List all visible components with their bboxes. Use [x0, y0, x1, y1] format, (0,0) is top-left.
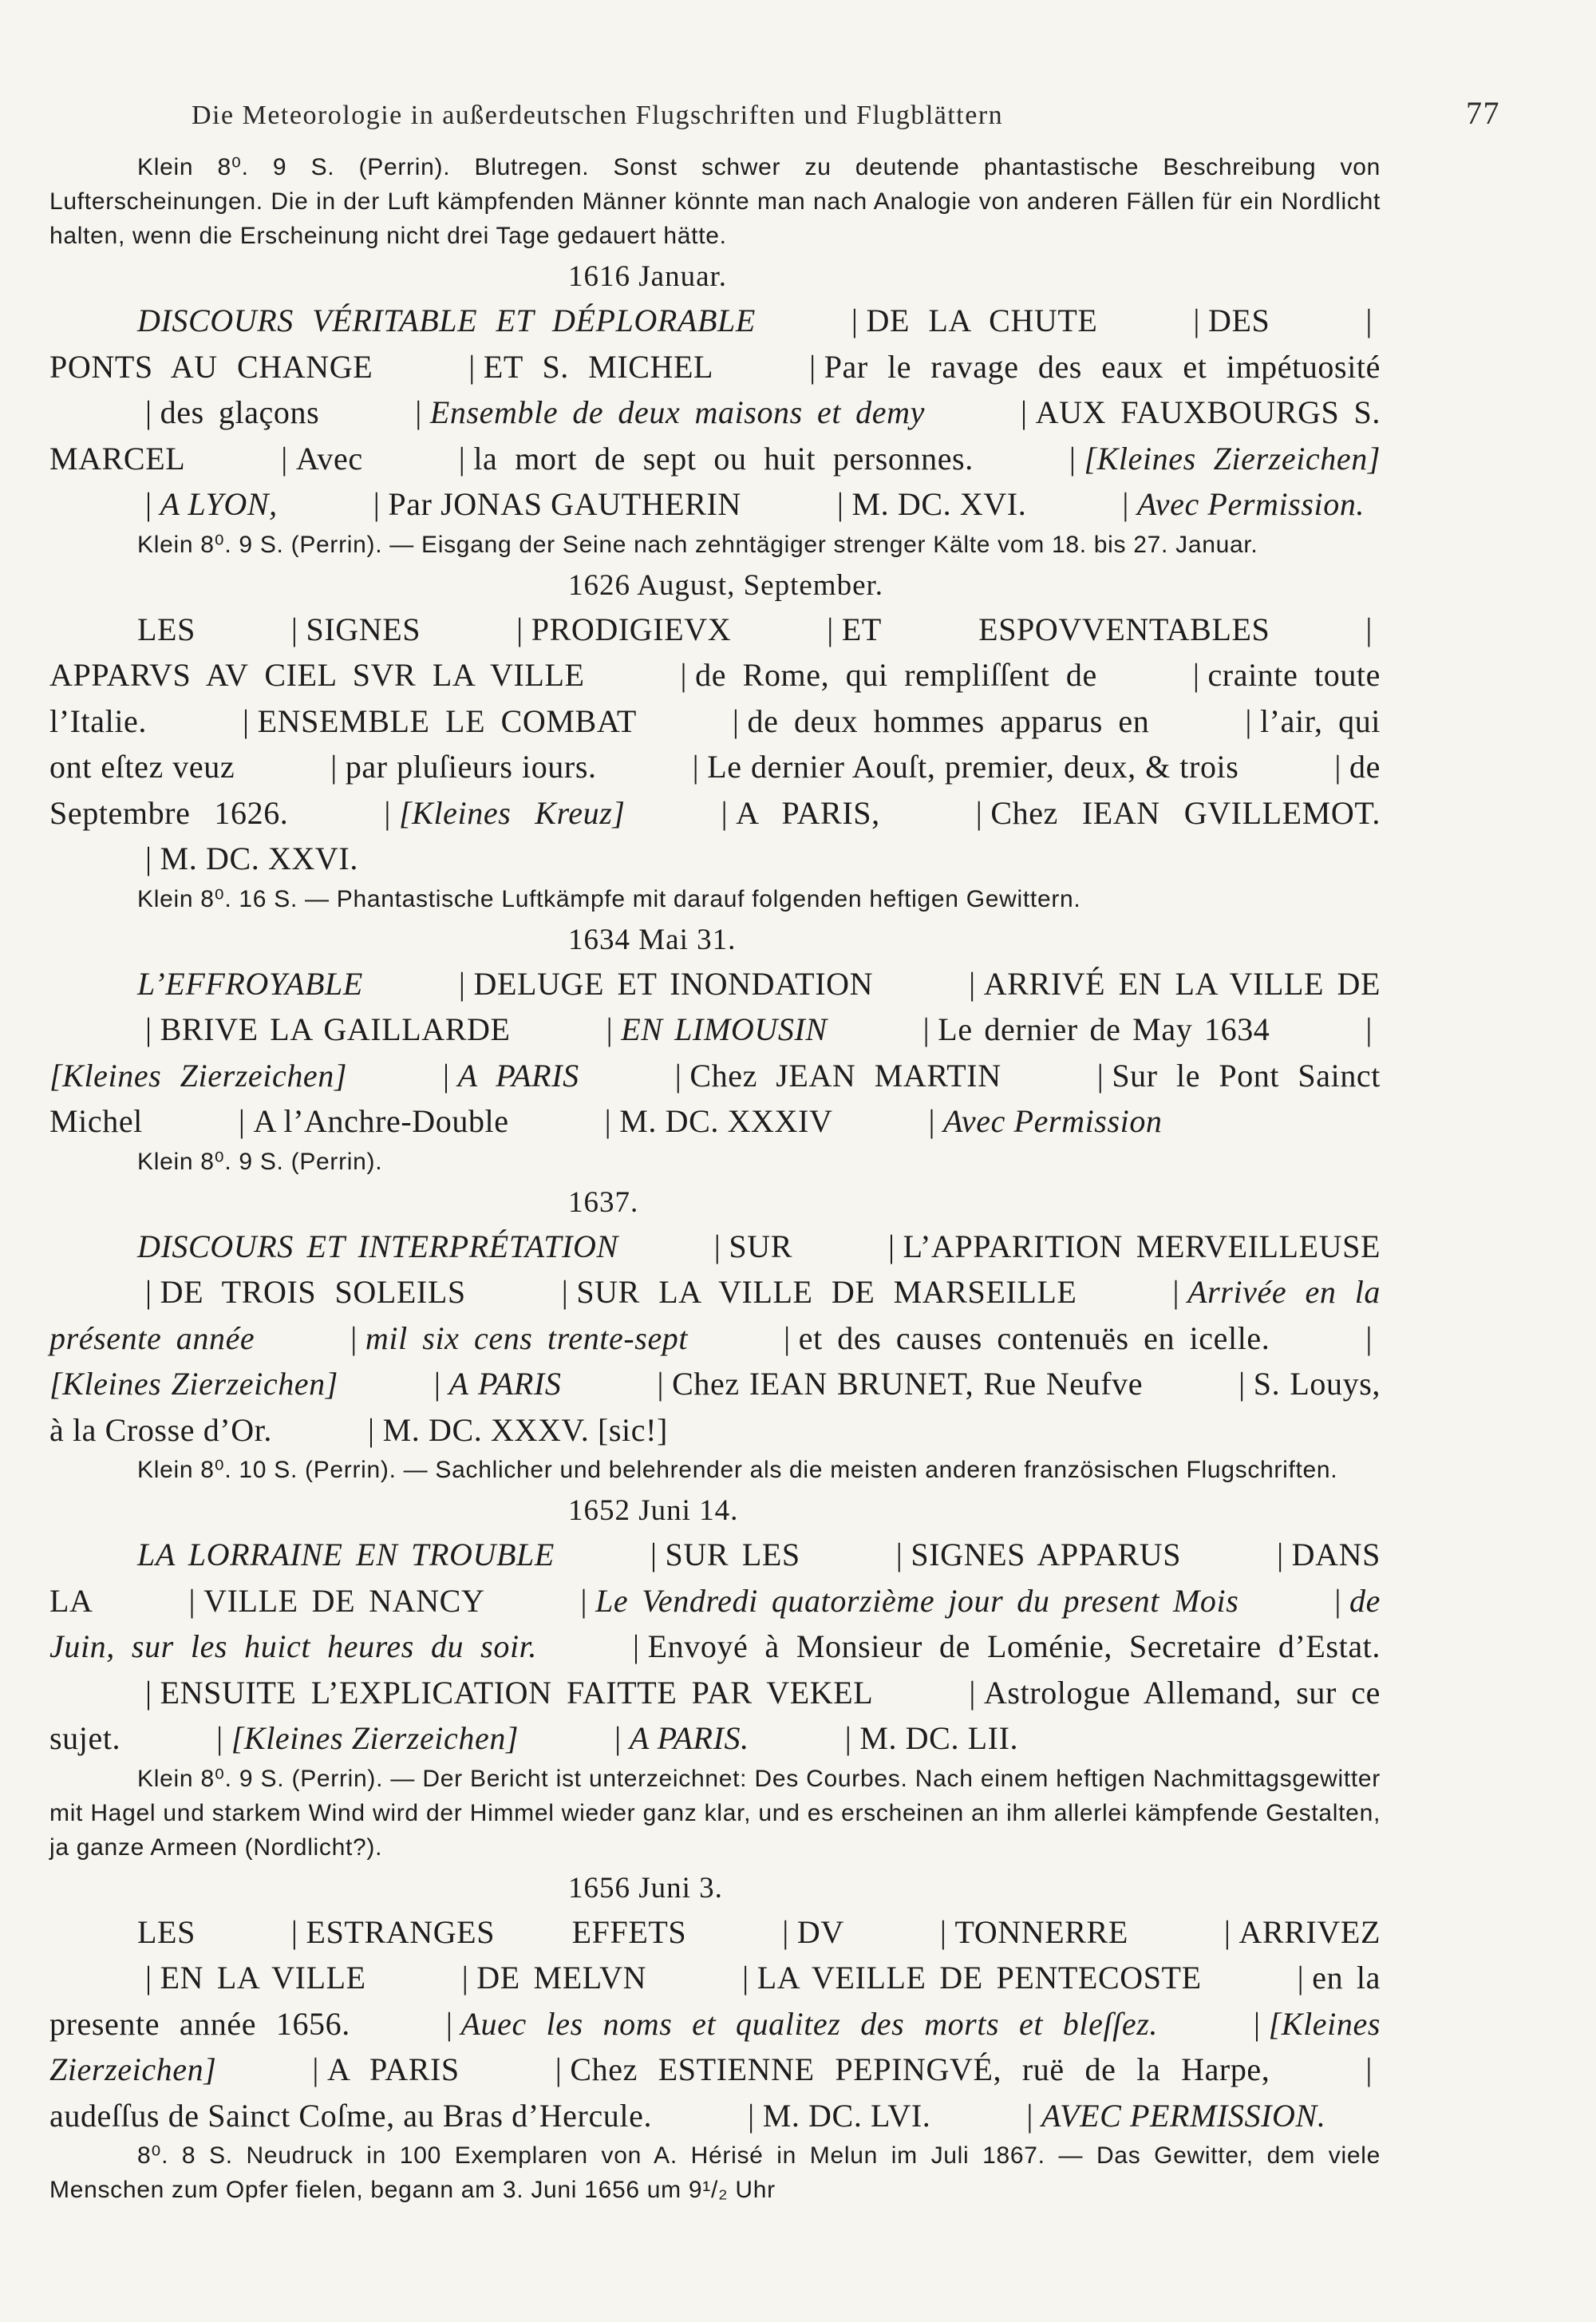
line-break-marker: | — [350, 1319, 358, 1356]
line-break-marker: | — [1069, 440, 1077, 477]
title-segment: par pluſieurs iours. — [345, 749, 597, 785]
entry-note: 8⁰. 8 S. Neudruck in 100 Exemplaren von A. Hérisé in Melun im Juli 1867. — Das Gewitter, dem viele Menschen zum Opfer fielen, begann am 3. Juni 1656 um 9¹/₂ Uhr — [49, 2142, 1381, 2203]
title-segment: Ensemble de deux maisons et demy — [429, 394, 925, 430]
bibliography-entry — [49, 1492, 1381, 1865]
title-segment: Chez IEAN GVILLEMOT. — [990, 794, 1381, 831]
title-segment: Chez IEAN BRUNET, Rue Neufve — [672, 1366, 1144, 1402]
title-segment: DE MELVN — [476, 1960, 647, 1996]
line-break-marker: | — [922, 1011, 930, 1047]
line-break-marker: | — [844, 1720, 852, 1756]
title-segment: LA LORRAINE EN TROUBLE — [137, 1537, 555, 1572]
title-segment: [Kleines Kreuz] — [399, 794, 626, 831]
entry-title-transcription — [49, 1224, 1381, 1454]
page-number: 77 — [1466, 95, 1500, 131]
title-segment: [Kleines Zierzeichen] — [49, 1057, 348, 1094]
title-segment: PRODIGIEVX — [531, 611, 732, 647]
title-segment: [Kleines Zierzeichen] — [231, 1720, 519, 1756]
title-segment: Le dernier de May 1634 — [938, 1011, 1270, 1047]
line-break-marker: | — [1365, 1319, 1373, 1356]
title-segment: L’EFFROYABLE — [137, 965, 363, 1002]
line-break-marker: | — [1026, 2097, 1033, 2134]
title-segment: S. Louys, à la Crosse d’Or. — [49, 1366, 1381, 1448]
line-break-marker: | — [614, 1720, 622, 1756]
line-break-marker: | — [290, 611, 298, 647]
title-segment: DISCOURS VÉRITABLE ET DÉPLORABLE — [137, 303, 756, 338]
line-break-marker: | — [633, 1628, 640, 1664]
line-break-marker: | — [1334, 749, 1342, 785]
line-break-marker: | — [555, 2051, 563, 2087]
line-break-marker: | — [692, 749, 700, 785]
title-segment: de Septembre 1626. — [49, 749, 1381, 831]
title-segment: ENSUITE L’EXPLICATION FAITTE PAR VEKEL — [160, 1674, 874, 1711]
line-break-marker: | — [145, 394, 152, 430]
line-break-marker: | — [1193, 303, 1201, 338]
title-segment: et des causes contenuës en icelle. — [798, 1319, 1270, 1356]
bibliography-entry — [49, 1184, 1381, 1488]
line-break-marker: | — [1122, 486, 1129, 522]
entry-note: Klein 8⁰. 9 S. (Perrin). — Der Bericht ist unterzeichnet: Des Courbes. Nach einem heftigen Nachmittagsgewitter mit Hagel und starkem Wind wird der Himmel wieder ganz klar, und es erscheinen an ihm allerlei kämpfende Gestalten, ja ganze Armeen (Nordlicht?). — [49, 1765, 1381, 1861]
title-segment: M. DC. XXVI. — [160, 841, 358, 876]
title-segment: Astrologue Allemand, sur ce sujet. — [49, 1674, 1381, 1756]
line-break-marker: | — [281, 440, 288, 477]
line-break-marker: | — [330, 749, 338, 785]
title-segment: A PARIS — [327, 2051, 460, 2087]
title-segment: [Kleines Zierzeichen] — [49, 2005, 1381, 2087]
line-break-marker: | — [888, 1228, 895, 1264]
line-break-marker: | — [145, 1674, 152, 1711]
line-break-marker: | — [145, 1960, 152, 1996]
title-segment: de Juin, sur les huict heures du soir. — [49, 1582, 1381, 1664]
line-break-marker: | — [1365, 303, 1373, 338]
bibliography-entry — [49, 1869, 1381, 2208]
line-break-marker: | — [1223, 1913, 1231, 1950]
line-break-marker: | — [461, 1960, 469, 1996]
line-break-marker: | — [1365, 1011, 1373, 1047]
bibliography-entry — [49, 567, 1381, 916]
bibliography-entries — [49, 150, 1381, 2207]
line-break-marker: | — [1238, 1366, 1246, 1402]
title-segment: TONNERRE — [954, 1913, 1128, 1950]
title-segment: PONTS AU CHANGE — [49, 348, 373, 385]
title-segment: DV — [796, 1913, 844, 1950]
line-break-marker: | — [721, 794, 729, 831]
entry-note: Klein 8⁰. 10 S. (Perrin). — Sachlicher und belehrender als die meisten anderen französischen Flugschriften. — [137, 1457, 1338, 1483]
line-break-marker: | — [1334, 1582, 1342, 1619]
title-segment: DELUGE ET INONDATION — [473, 965, 874, 1002]
title-segment: VILLE DE NANCY — [203, 1582, 485, 1619]
title-segment: Arrivée en la présente année — [49, 1274, 1381, 1356]
title-segment: A l’Anchre-Double — [253, 1103, 509, 1139]
line-break-marker: | — [216, 1720, 223, 1756]
bibliography-entry — [49, 921, 1381, 1179]
bibliography-entry — [49, 150, 1381, 253]
title-segment: ARRIVEZ — [1238, 1913, 1381, 1950]
line-break-marker: | — [748, 2097, 755, 2134]
line-break-marker: | — [1277, 1537, 1284, 1572]
line-break-marker: | — [290, 1913, 298, 1950]
title-segment: Auec les noms et qualitez des morts et bleſſez. — [460, 2005, 1159, 2042]
line-break-marker: | — [969, 965, 976, 1002]
title-segment: SIGNES — [306, 611, 421, 647]
line-break-marker: | — [928, 1103, 936, 1139]
entry-date: 1652 Juni 14. — [568, 1494, 739, 1527]
title-segment: M. DC. LVI. — [762, 2097, 931, 2134]
line-break-marker: | — [809, 348, 816, 385]
title-segment: DISCOURS ET INTERPRÉTATION — [137, 1228, 618, 1264]
entry-date: 1634 Mai 31. — [568, 923, 737, 956]
title-segment: ET ESPOVVENTABLES — [841, 611, 1270, 647]
line-break-marker: | — [580, 1582, 588, 1619]
entry-date: 1626 August, September. — [568, 568, 884, 602]
title-segment: ET S. MICHEL — [483, 348, 714, 385]
line-break-marker: | — [650, 1537, 658, 1572]
running-head — [49, 94, 1500, 150]
title-segment: M. DC. XVI. — [851, 486, 1027, 522]
line-break-marker: | — [1172, 1274, 1180, 1310]
title-segment: ENSEMBLE LE COMBAT — [257, 702, 637, 739]
line-break-marker: | — [516, 611, 523, 647]
entry-title-transcription — [49, 1909, 1381, 2139]
title-segment: SIGNES APPARUS — [911, 1537, 1182, 1572]
line-break-marker: | — [145, 1274, 152, 1310]
title-segment: la mort de sept ou huit personnes. — [473, 440, 974, 477]
title-segment: EN LIMOUSIN — [621, 1011, 828, 1047]
entry-note: Klein 8⁰. 16 S. — Phantastische Luftkämpfe mit darauf folgenden heftigen Gewittern. — [137, 885, 1081, 912]
entry-note: Klein 8⁰. 9 S. (Perrin). Blutregen. Sonst schwer zu deutende phantastische Beschreibung von Lufterscheinungen. Die in der Luft kämpfenden Männer könnte man nach Analogie von anderen Fällen für ein Nordlicht halten, wenn die Erscheinung nicht drei Tage gedauert hätte. — [49, 154, 1381, 249]
line-break-marker: | — [1245, 702, 1252, 739]
title-segment: L’APPARITION MERVEILLEUSE — [903, 1228, 1381, 1264]
title-segment: M. DC. XXXIV — [619, 1103, 833, 1139]
line-break-marker: | — [384, 794, 392, 831]
line-break-marker: | — [680, 657, 688, 693]
entry-title-transcription — [49, 1532, 1381, 1762]
line-break-marker: | — [836, 486, 844, 522]
title-segment: Chez JEAN MARTIN — [689, 1057, 1001, 1094]
title-segment: DANS LA — [49, 1537, 1381, 1619]
title-segment: SUR LES — [665, 1537, 800, 1572]
title-segment: Le Vendredi quatorzième jour du present Mois — [595, 1582, 1239, 1619]
title-segment: crainte toute l’Italie. — [49, 657, 1381, 739]
line-break-marker: | — [443, 1057, 450, 1094]
title-segment: [Kleines Zierzeichen] — [49, 1366, 338, 1402]
line-break-marker: | — [561, 1274, 569, 1310]
line-break-marker: | — [969, 1674, 976, 1711]
title-segment: ARRIVÉ EN LA VILLE DE — [983, 965, 1381, 1002]
title-segment: APPARVS AV CIEL SVR LA VILLE — [49, 657, 585, 693]
bibliography-entry — [49, 258, 1381, 562]
line-break-marker: | — [458, 965, 466, 1002]
line-break-marker: | — [657, 1366, 665, 1402]
line-break-marker: | — [713, 1228, 721, 1264]
entry-date: 1637. — [568, 1185, 639, 1219]
entry-date: 1616 Januar. — [568, 260, 728, 293]
title-segment: AUX FAUXBOURGS S. MARCEL — [49, 394, 1381, 477]
line-break-marker: | — [1020, 394, 1028, 430]
title-segment: BRIVE LA GAILLARDE — [160, 1011, 511, 1047]
line-break-marker: | — [606, 1011, 614, 1047]
line-break-marker: | — [145, 486, 152, 522]
running-head-title: Die Meteorologie in außerdeutschen Flugschriften und Flugblättern — [192, 101, 1004, 130]
title-segment: DE TROIS SOLEILS — [160, 1274, 466, 1310]
title-segment: SUR — [729, 1228, 793, 1264]
title-segment: Avec Permission. — [1136, 486, 1365, 522]
title-segment: LES — [137, 1913, 196, 1950]
line-break-marker: | — [433, 1366, 441, 1402]
line-break-marker: | — [784, 1319, 791, 1356]
title-segment: [Kleines Zierzeichen] — [1084, 440, 1381, 477]
line-break-marker: | — [1365, 611, 1373, 647]
entry-title-transcription — [49, 298, 1381, 528]
line-break-marker: | — [368, 1411, 375, 1448]
title-segment: Chez ESTIENNE PEPINGVÉ, ruë de la Harpe, — [570, 2051, 1270, 2087]
entry-title-transcription — [49, 607, 1381, 882]
entry-date: 1656 Juni 3. — [568, 1871, 723, 1905]
line-break-marker: | — [1365, 2051, 1373, 2087]
line-break-marker: | — [1096, 1057, 1104, 1094]
title-segment: des glaçons — [160, 394, 320, 430]
title-segment: DES — [1208, 303, 1270, 338]
title-segment: ESTRANGES EFFETS — [306, 1913, 687, 1950]
title-segment: Envoyé à Monsieur de Loménie, Secretaire d’Estat. — [647, 1628, 1381, 1664]
title-segment: mil six cens trente-sept — [365, 1319, 689, 1356]
title-segment: LES — [137, 611, 196, 647]
title-segment: de deux hommes apparus en — [747, 702, 1150, 739]
line-break-marker: | — [188, 1582, 196, 1619]
title-segment: Le dernier Aouſt, premier, deux, & trois — [707, 749, 1239, 785]
line-break-marker: | — [145, 841, 152, 876]
title-segment: Par JONAS GAUTHERIN — [388, 486, 741, 522]
title-segment: AVEC PERMISSION. — [1041, 2097, 1326, 2134]
title-segment: SUR LA VILLE DE MARSEILLE — [576, 1274, 1077, 1310]
entry-note: Klein 8⁰. 9 S. (Perrin). — Eisgang der Seine nach zehntägiger strenger Kälte vom 18. bis 27. Januar. — [137, 531, 1258, 558]
title-segment: Sur le Pont Sainct Michel — [49, 1057, 1381, 1139]
title-segment: Avec Permission — [943, 1103, 1163, 1139]
title-segment: A PARIS. — [629, 1720, 749, 1756]
line-break-marker: | — [373, 486, 381, 522]
title-segment: A PARIS — [448, 1366, 562, 1402]
line-break-marker: | — [895, 1537, 903, 1572]
title-segment: A PARIS, — [736, 794, 880, 831]
line-break-marker: | — [1254, 2005, 1261, 2042]
line-break-marker: | — [312, 2051, 319, 2087]
entry-note: Klein 8⁰. 9 S. (Perrin). — [137, 1148, 383, 1175]
entry-title-transcription — [49, 961, 1381, 1145]
title-segment: EN LA VILLE — [160, 1960, 366, 1996]
line-break-marker: | — [851, 303, 859, 338]
line-break-marker: | — [415, 394, 422, 430]
line-break-marker: | — [674, 1057, 682, 1094]
line-break-marker: | — [732, 702, 740, 739]
line-break-marker: | — [604, 1103, 612, 1139]
title-segment: M. DC. XXXV. [sic!] — [382, 1411, 668, 1448]
line-break-marker: | — [827, 611, 834, 647]
line-break-marker: | — [458, 440, 466, 477]
title-segment: M. DC. LII. — [859, 1720, 1019, 1756]
line-break-marker: | — [238, 1103, 246, 1139]
line-break-marker: | — [1297, 1960, 1305, 1996]
title-segment: LA VEILLE DE PENTECOSTE — [757, 1960, 1202, 1996]
title-segment: A LYON, — [160, 486, 278, 522]
line-break-marker: | — [1192, 657, 1200, 693]
title-segment: l’air, qui ont eſtez veuz — [49, 702, 1381, 785]
line-break-marker: | — [975, 794, 983, 831]
line-break-marker: | — [939, 1913, 947, 1950]
title-segment: audeſſus de Sainct Coſme, au Bras d’Hercule. — [49, 2097, 653, 2134]
line-break-marker: | — [742, 1960, 749, 1996]
line-break-marker: | — [145, 1011, 152, 1047]
title-segment: DE LA CHUTE — [866, 303, 1098, 338]
line-break-marker: | — [468, 348, 476, 385]
title-segment: Avec — [295, 440, 363, 477]
title-segment: Par le ravage des eaux et impétuosité — [824, 348, 1381, 385]
line-break-marker: | — [243, 702, 250, 739]
title-segment: de Rome, qui rempliſſent de — [695, 657, 1097, 693]
title-segment: A PARIS — [457, 1057, 579, 1094]
line-break-marker: | — [782, 1913, 789, 1950]
title-segment: en la presente année 1656. — [49, 1960, 1381, 2042]
line-break-marker: | — [445, 2005, 453, 2042]
